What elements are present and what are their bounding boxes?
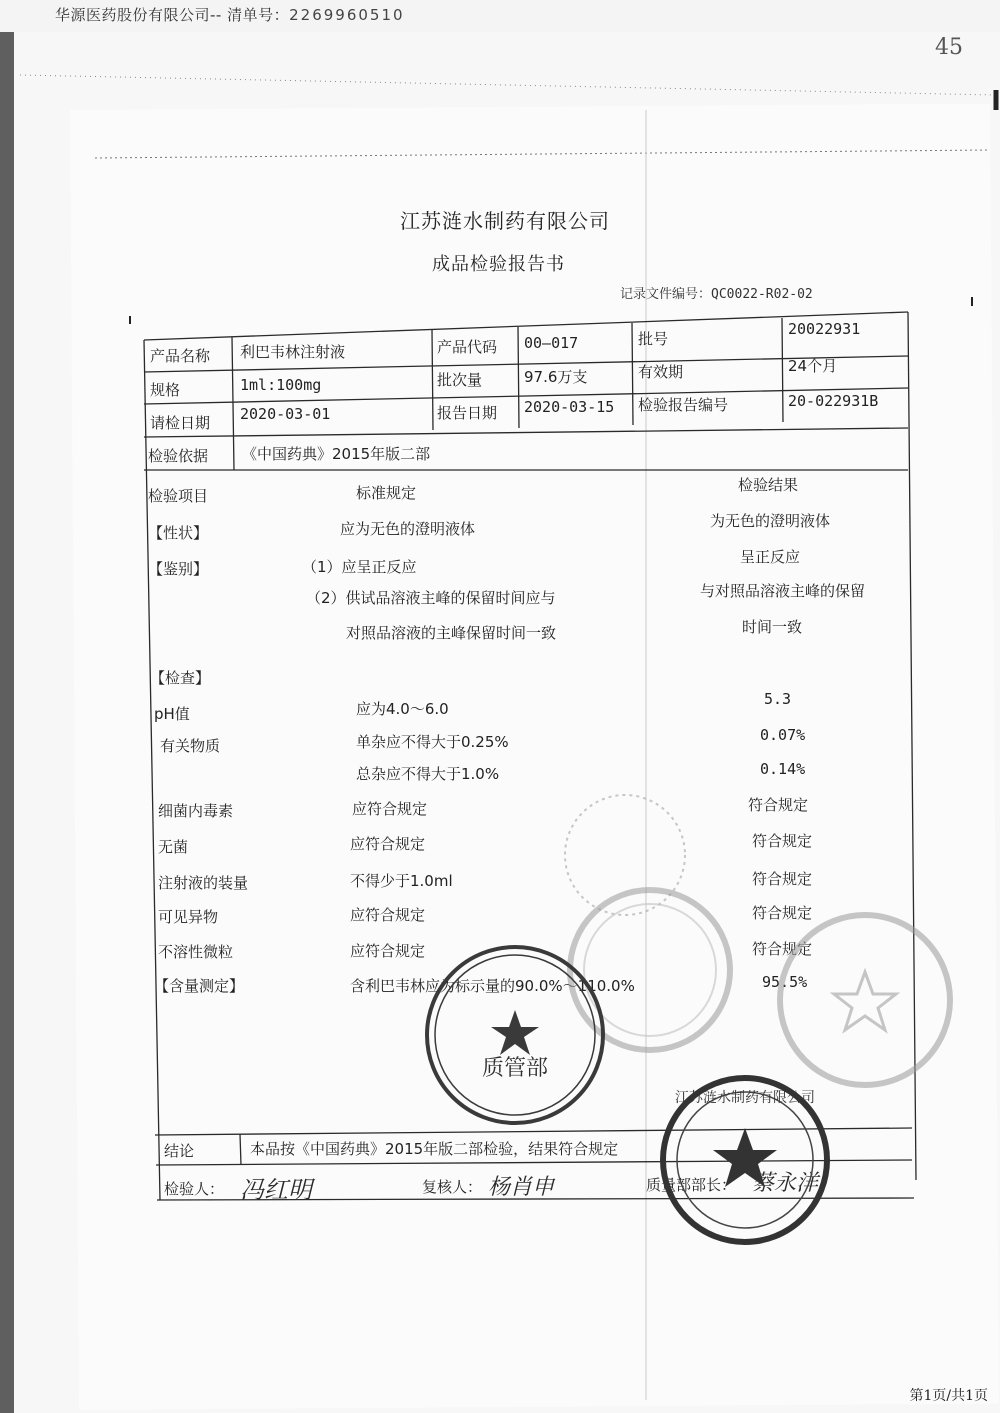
- spec-label: 规格: [150, 381, 181, 399]
- batch-qty-label: 批次量: [437, 371, 483, 389]
- batch-no-label: 批号: [638, 330, 669, 348]
- header-company: 华源医药股份有限公司--: [55, 6, 222, 24]
- seal-ring-text: 江苏涟水制药有限公司: [675, 1090, 815, 1106]
- product-code-label: 产品代码: [437, 338, 498, 356]
- stamp-star-icon: [491, 1010, 539, 1055]
- corner-mark: 45: [935, 35, 963, 60]
- reviewer-label: 复核人：: [422, 1178, 483, 1196]
- basis-value: 《中国药典》2015年版二部: [242, 445, 431, 463]
- related-result-1: 0.07%: [760, 726, 806, 744]
- sterility-item: 无菌: [158, 838, 189, 856]
- col-result-header: 检验结果: [738, 476, 799, 494]
- company-name: 江苏涟水制药有限公司: [400, 209, 610, 233]
- batch-no-value: 20022931: [788, 320, 861, 338]
- request-date-value: 2020-03-01: [240, 405, 331, 423]
- validity-value: 24个月: [788, 357, 838, 375]
- ident-result-2b: 时间一致: [742, 618, 803, 636]
- appearance-item: 【性状】: [148, 524, 209, 542]
- report-date-value: 2020-03-15: [524, 398, 615, 416]
- related-item: 有关物质: [160, 737, 221, 755]
- related-result-2: 0.14%: [760, 760, 806, 778]
- volume-standard: 不得少于1.0ml: [350, 872, 453, 890]
- ident-standard-2b: 对照品溶液的主峰保留时间一致: [346, 624, 557, 642]
- conclusion-label: 结论: [164, 1142, 195, 1160]
- header-list-no: 2269960510: [289, 6, 405, 24]
- visible-item: 可见异物: [158, 908, 219, 926]
- seal-star-icon: [713, 1128, 777, 1187]
- report-no-value: 20-022931B: [788, 392, 879, 410]
- col-standard-header: 标准规定: [356, 484, 417, 502]
- faint-stamp-3: [780, 915, 950, 1085]
- appearance-result: 为无色的澄明液体: [710, 512, 831, 530]
- ident-result-2a: 与对照品溶液主峰的保留: [700, 582, 866, 600]
- record-label: 记录文件编号：: [620, 287, 712, 302]
- visible-result: 符合规定: [752, 904, 813, 922]
- stamp-quality-dept-text: 质管部: [481, 1056, 549, 1081]
- product-name-label: 产品名称: [150, 347, 211, 365]
- product-code-value: 00—017: [524, 334, 579, 352]
- validity-label: 有效期: [638, 363, 684, 381]
- appearance-standard: 应为无色的澄明液体: [340, 520, 476, 538]
- qa-head-label: 质量部部长：: [646, 1176, 737, 1194]
- header-list-label: 清单号：: [227, 6, 290, 24]
- insoluble-standard: 应符合规定: [350, 942, 426, 960]
- endotoxin-standard: 应符合规定: [352, 800, 428, 818]
- ident-item: 【鉴别】: [148, 560, 209, 578]
- report-no-label: 检验报告编号: [638, 396, 729, 414]
- spec-value: 1ml:100mg: [240, 376, 322, 394]
- assay-item: 【含量测定】: [154, 977, 245, 995]
- sterility-result: 符合规定: [752, 832, 813, 850]
- ident-result-1: 呈正反应: [740, 548, 801, 566]
- related-standard-1: 单杂应不得大于0.25%: [356, 733, 509, 751]
- inspector-signature: 冯红明: [240, 1176, 312, 1204]
- ph-item: pH值: [154, 705, 190, 723]
- page-footer: 第1页/共1页: [909, 1388, 988, 1404]
- qa-head-signature: 蔡永洋: [752, 1171, 819, 1196]
- assay-standard: 含利巴韦林应为标示量的90.0%～110.0%: [350, 977, 635, 995]
- assay-result: 95.5%: [762, 973, 808, 991]
- reviewer-signature: 杨肖申: [488, 1175, 555, 1200]
- sterility-standard: 应符合规定: [350, 835, 426, 853]
- insoluble-item: 不溶性微粒: [158, 943, 234, 961]
- product-name-value: 利巴韦林注射液: [240, 343, 346, 361]
- batch-qty-value: 97.6万支: [524, 368, 588, 386]
- report-date-label: 报告日期: [437, 404, 498, 422]
- ph-result: 5.3: [764, 690, 792, 708]
- document-title: 成品检验报告书: [432, 254, 565, 275]
- volume-item: 注射液的装量: [158, 874, 249, 892]
- related-standard-2: 总杂应不得大于1.0%: [356, 765, 500, 783]
- insoluble-result: 符合规定: [752, 940, 813, 958]
- company-seal: [663, 1078, 827, 1242]
- ident-standard-2a: （2）供试品溶液主峰的保留时间应与: [306, 589, 556, 607]
- col-item-header: 检验项目: [148, 487, 209, 505]
- conclusion-text: 本品按《中国药典》2015年版二部检验，结果符合规定: [250, 1140, 619, 1158]
- ph-standard: 应为4.0～6.0: [356, 700, 449, 718]
- ident-standard-1: （1）应呈正反应: [302, 558, 417, 576]
- endotoxin-result: 符合规定: [748, 796, 809, 814]
- quality-dept-stamp: [427, 947, 603, 1123]
- request-date-label: 请检日期: [150, 414, 211, 432]
- inspector-label: 检验人：: [164, 1180, 225, 1198]
- basis-label: 检验依据: [148, 447, 209, 465]
- volume-result: 符合规定: [752, 870, 813, 888]
- endotoxin-item: 细菌内毒素: [158, 802, 234, 820]
- check-section: 【检查】: [150, 669, 211, 687]
- visible-standard: 应符合规定: [350, 906, 426, 924]
- record-code: QC0022-R02-02: [711, 287, 813, 302]
